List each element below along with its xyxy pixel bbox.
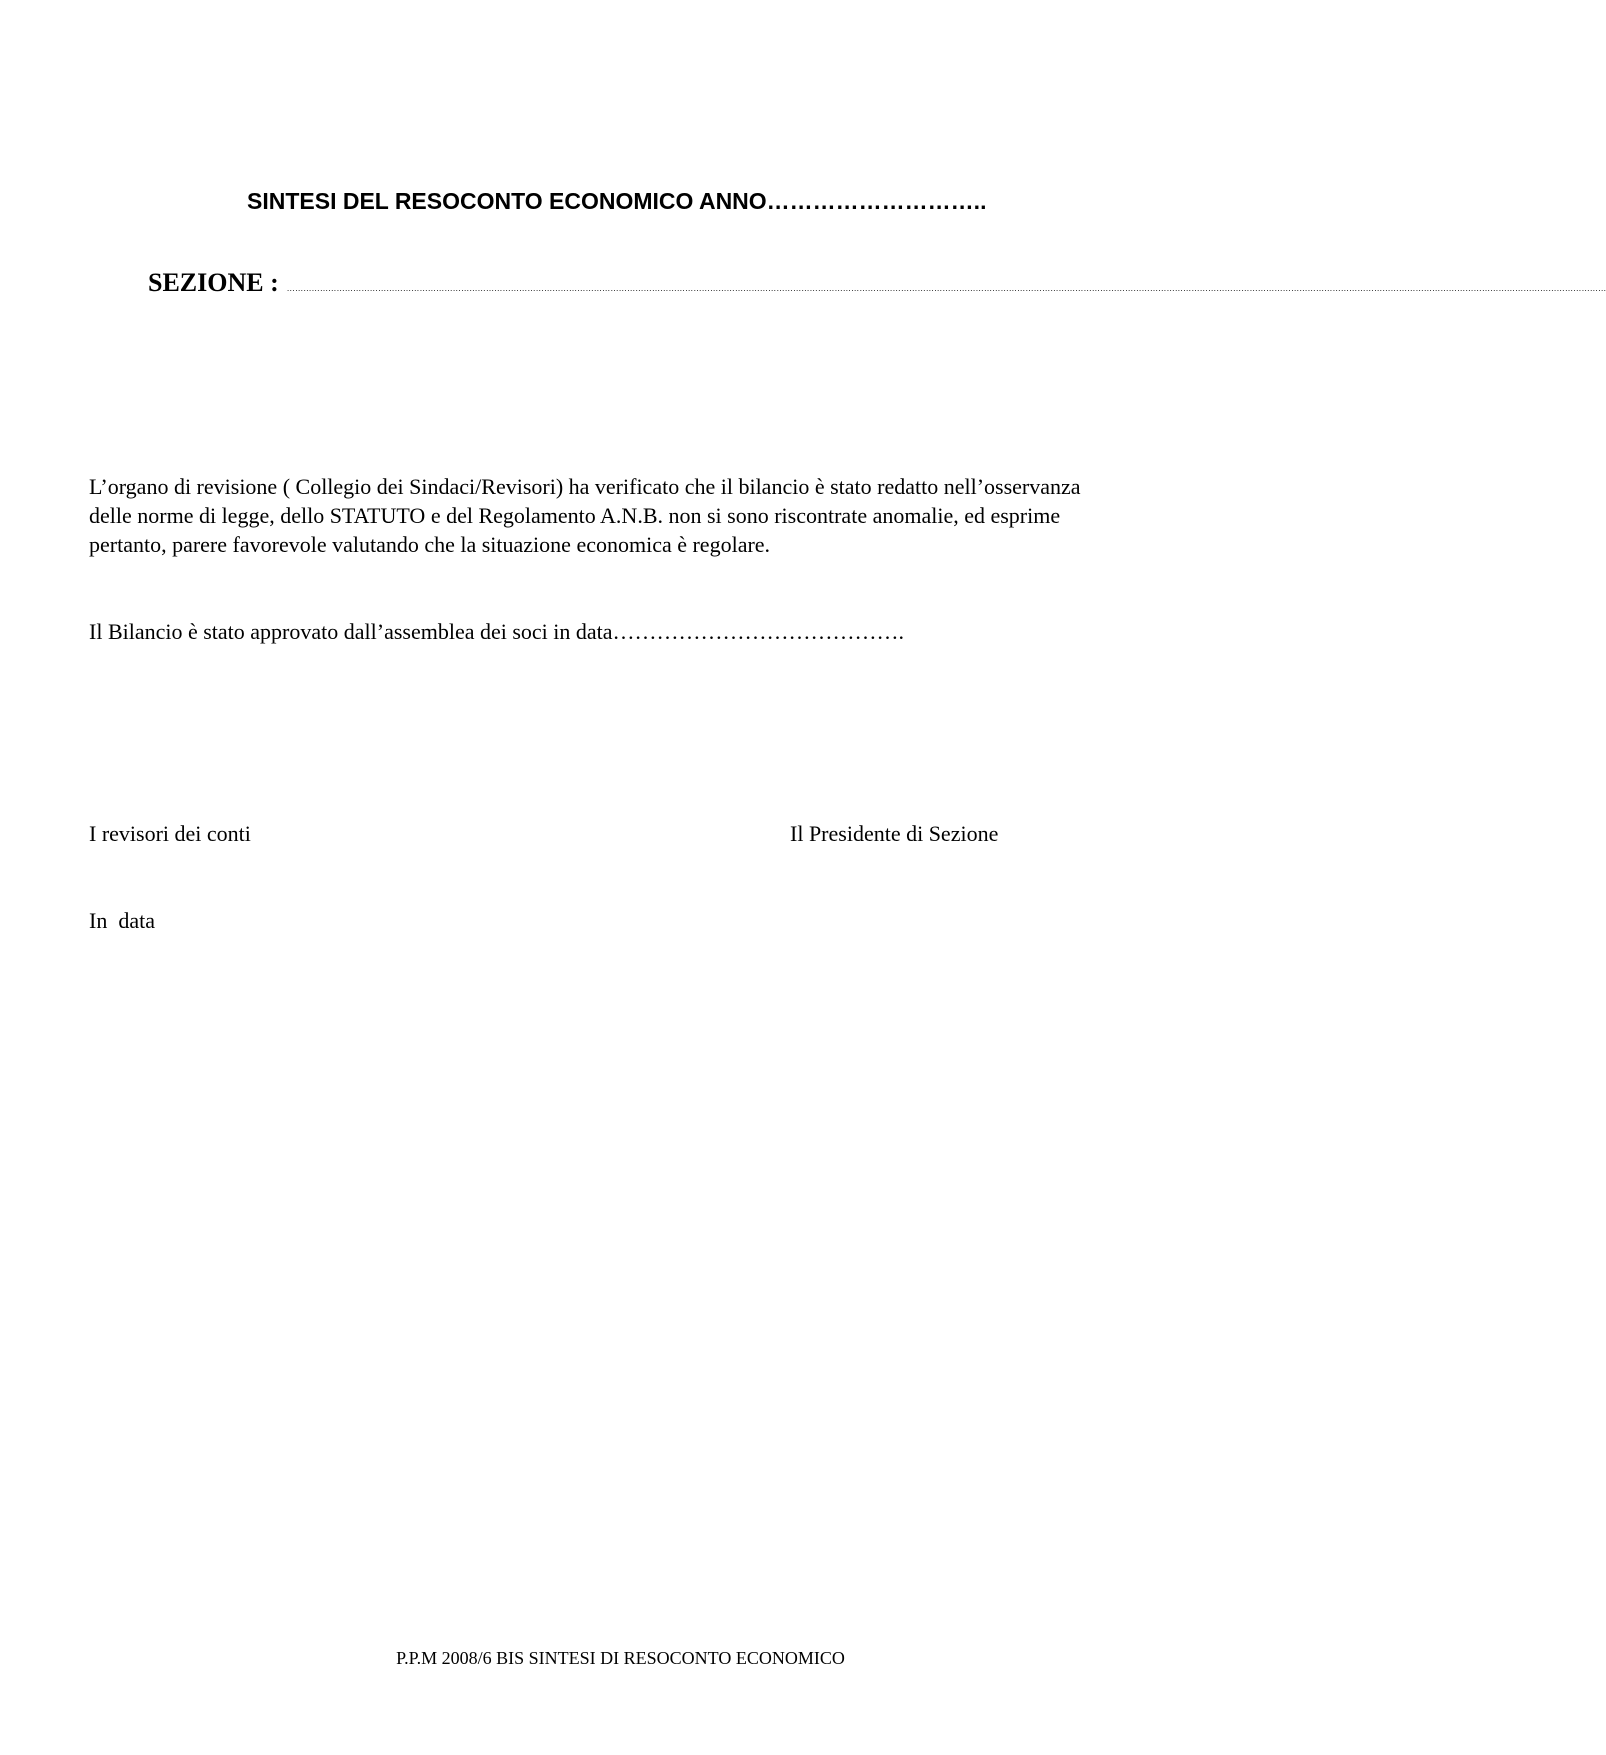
section-fill-line: ……………………………………………………………………………………………………………………………………………………………………………………………………………………………………………………………………………………………………………………………………………………………………………………………………………………………………… bbox=[286, 284, 1606, 293]
auditors-signature-label: I revisori dei conti bbox=[89, 821, 251, 846]
date-label: In data bbox=[89, 908, 155, 933]
page-footer: P.P.M 2008/6 BIS SINTESI DI RESOCONTO ECONOMICO bbox=[396, 1648, 845, 1668]
president-signature-label: Il Presidente di Sezione bbox=[790, 821, 999, 846]
document-title: SINTESI DEL RESOCONTO ECONOMICO ANNO……………………….. bbox=[247, 188, 987, 214]
section-field bbox=[148, 268, 1606, 298]
section-label: SEZIONE : bbox=[148, 268, 279, 297]
audit-statement-paragraph: L’organo di revisione ( Collegio dei Sindaci/Revisori) ha verificato che il bilancio è stato redatto nell’osservanza delle norme di legge, dello STATUTO e del Regolamento A.N.B. non si sono riscontrate anomalie, ed esprime pertanto, parere favorevole valutando che la situazione economica è regolare. bbox=[89, 474, 1081, 557]
approval-date-paragraph: Il Bilancio è stato approvato dall’assemblea dei soci in data…………………………………. bbox=[89, 619, 905, 644]
